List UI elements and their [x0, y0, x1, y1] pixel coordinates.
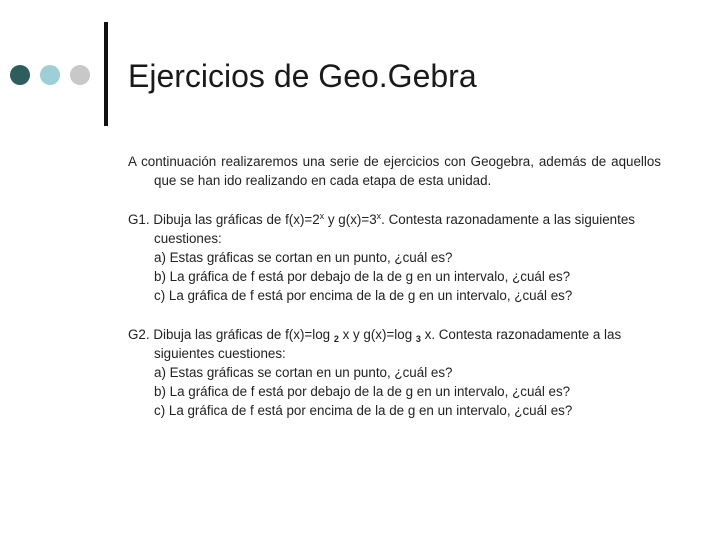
intro-paragraph: A continuación realizaremos una serie de ejercicios con Geogebra, además de aquellos que se han ido realizando en cada etapa de esta unidad. — [128, 154, 661, 188]
dot-dark-icon — [10, 65, 30, 85]
dot-light-icon — [40, 65, 60, 85]
title-divider — [104, 22, 108, 126]
question-a: a) Estas gráficas se cortan en un punto, ¿cuál es? — [154, 365, 453, 380]
exercise-text: Dibuja las gráficas de f(x)=log — [153, 327, 331, 342]
slide-title: Ejercicios de Geo.Gebra — [128, 58, 477, 94]
exponent: x — [319, 211, 325, 221]
question-b: b) La gráfica de f está por debajo de la de g en un intervalo, ¿cuál es? — [154, 384, 571, 399]
exercise-heading — [128, 325, 661, 363]
log-base: 2 — [333, 334, 339, 344]
decorative-dots — [10, 65, 94, 85]
question-b: b) La gráfica de f está por debajo de la de g en un intervalo, ¿cuál es? — [154, 269, 571, 284]
exercise-heading — [128, 210, 661, 248]
exercise-text: Dibuja las gráficas de f(x)=2 — [153, 212, 320, 227]
exercise-text: x y g(x)=log — [338, 327, 413, 342]
dot-gray-icon — [70, 65, 90, 85]
question-c: c) La gráfica de f está por encima de la de g en un intervalo, ¿cuál es? — [154, 288, 573, 303]
exercise-text: x. Contesta razonadamente a las siguientes cuestiones: — [154, 327, 622, 361]
exercise-text: y g(x)=3 — [324, 212, 377, 227]
question-a: a) Estas gráficas se cortan en un punto, ¿cuál es? — [154, 250, 453, 265]
log-base: 3 — [415, 334, 421, 344]
exponent: x — [376, 211, 382, 221]
exercise-g1 — [128, 210, 661, 305]
exercise-g2 — [128, 325, 661, 420]
exercise-text: . Contesta razonadamente a las siguientes cuestiones: — [154, 212, 635, 246]
exercise-id: G1. — [128, 212, 150, 227]
exercise-id: G2. — [128, 327, 150, 342]
question-c: c) La gráfica de f está por encima de la de g en un intervalo, ¿cuál es? — [154, 403, 573, 418]
slide-content — [128, 152, 661, 420]
